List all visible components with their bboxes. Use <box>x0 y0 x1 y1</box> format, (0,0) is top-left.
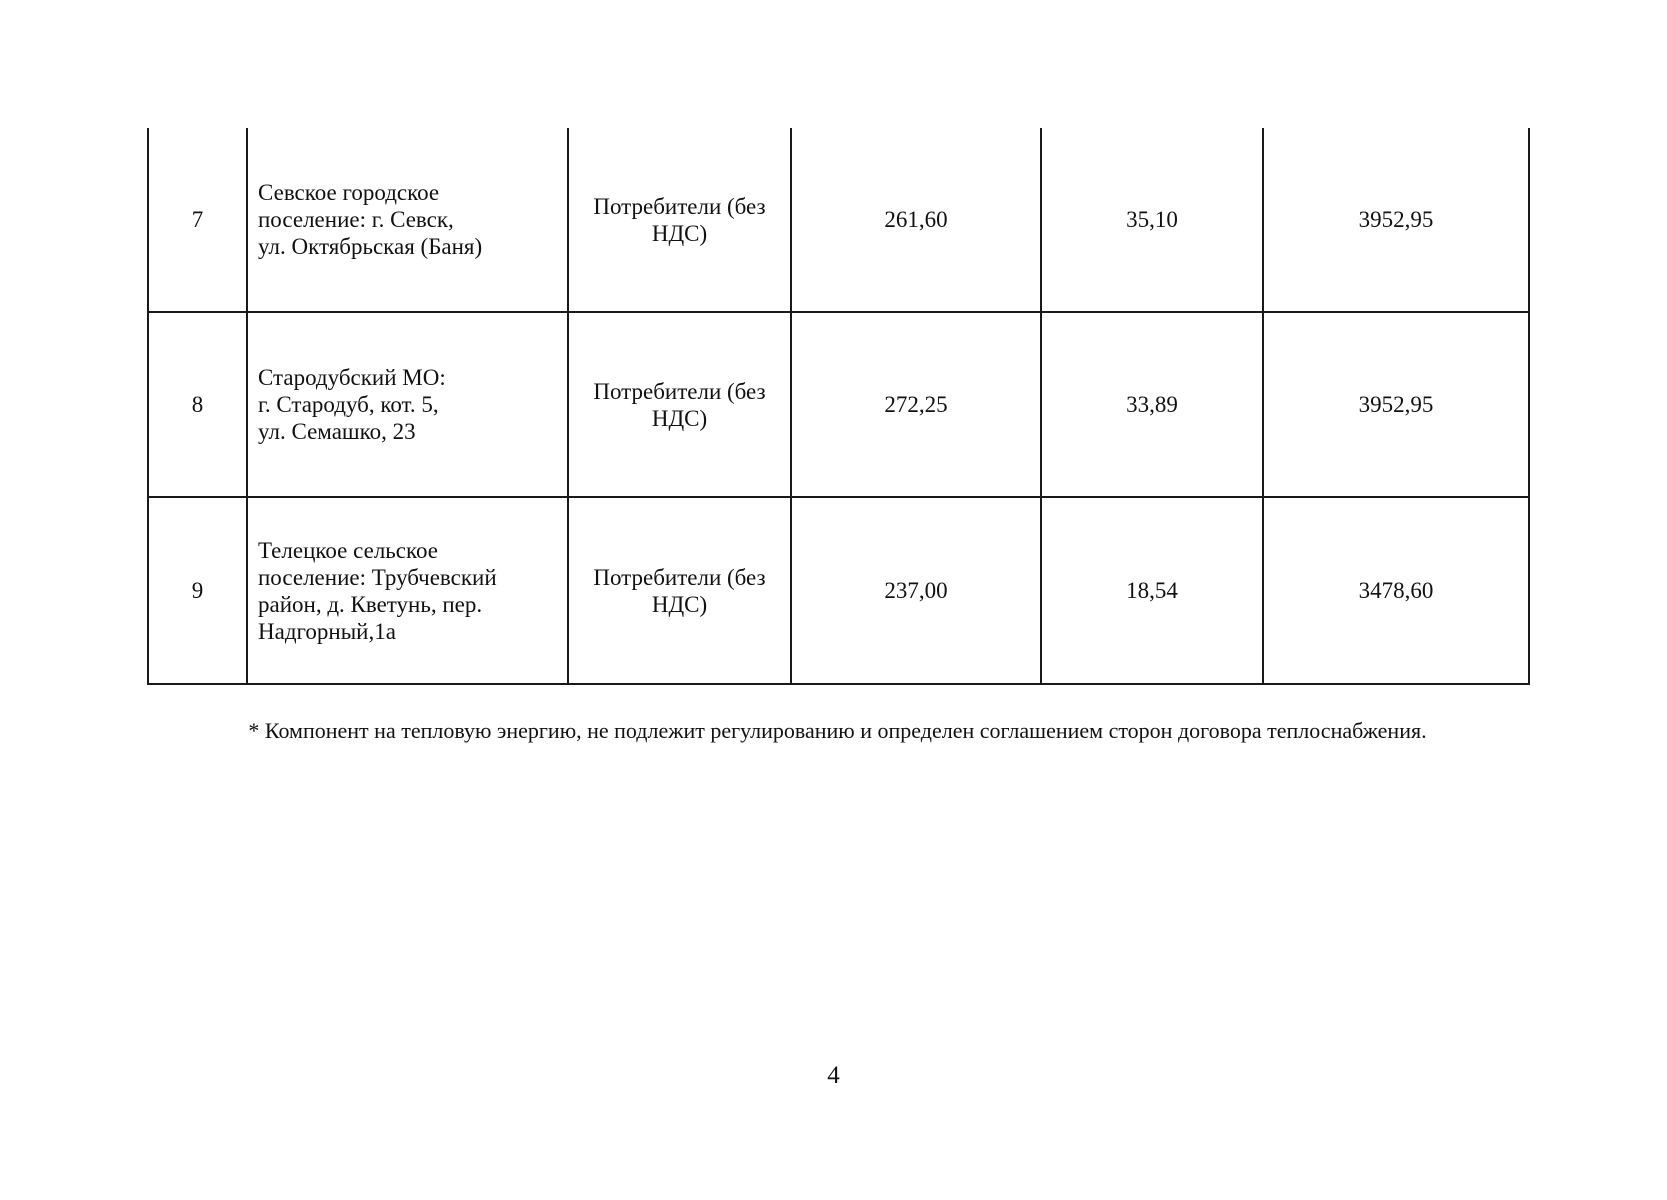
consumer-line: НДС) <box>651 591 708 617</box>
address-line: Надгорный,1а <box>258 618 396 644</box>
value-cell-1: 261,60 <box>791 128 1041 312</box>
address-line: г. Стародуб, кот. 5, <box>258 392 439 417</box>
consumer-line: Потребители (без <box>593 193 766 219</box>
address-line: ул. Октябрьская (Баня) <box>258 234 483 259</box>
value-cell-2: 18,54 <box>1041 497 1263 684</box>
address-line: поселение: Трубчевский <box>258 564 497 590</box>
address-line: Телецкое сельское <box>258 537 438 563</box>
consumer-line: Потребители (без <box>593 564 766 590</box>
row-number: 7 <box>148 128 247 312</box>
consumer-cell <box>568 312 791 497</box>
value-cell-1: 272,25 <box>791 312 1041 497</box>
footnote: * Компонент на тепловую энергию, не подлежит регулированию и определен соглашением сторон договора теплоснабжения. <box>248 718 1427 743</box>
value-cell-3: 3952,95 <box>1263 312 1529 497</box>
consumer-line: Потребители (без <box>593 378 766 404</box>
value-cell-2: 35,10 <box>1041 128 1263 312</box>
value-cell-3: 3478,60 <box>1263 497 1529 684</box>
address-line: Севское городское <box>258 180 440 205</box>
consumer-line: НДС) <box>651 405 708 431</box>
address-cell <box>247 497 568 684</box>
table-row <box>148 312 1529 497</box>
address-line: район, д. Кветунь, пер. <box>258 591 483 617</box>
address-cell <box>247 312 568 497</box>
row-number: 8 <box>148 312 247 497</box>
address-line: Стародубский МО: <box>258 365 446 390</box>
page-number: 4 <box>827 1062 840 1089</box>
consumer-cell <box>568 128 791 312</box>
tariff-table <box>147 128 1530 685</box>
value-cell-2: 33,89 <box>1041 312 1263 497</box>
table-row <box>148 497 1529 684</box>
address-cell <box>247 128 568 312</box>
address-line: ул. Семашко, 23 <box>258 419 416 444</box>
consumer-line: НДС) <box>651 220 708 246</box>
consumer-cell <box>568 497 791 684</box>
address-line: поселение: г. Севск, <box>258 207 454 232</box>
row-number: 9 <box>148 497 247 684</box>
value-cell-3: 3952,95 <box>1263 128 1529 312</box>
table-row <box>148 128 1529 312</box>
value-cell-1: 237,00 <box>791 497 1041 684</box>
